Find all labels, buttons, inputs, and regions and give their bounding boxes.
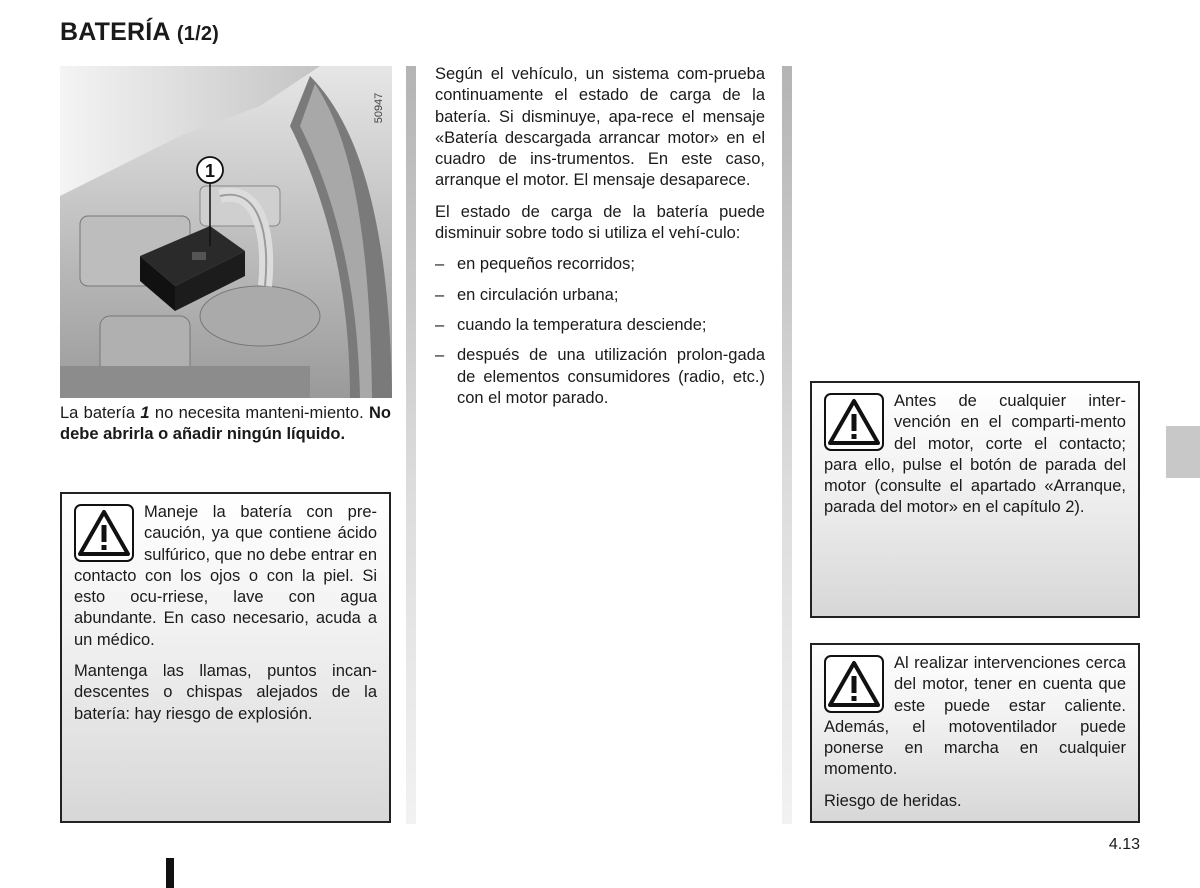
list-item: – en circulación urbana; — [435, 285, 619, 304]
warning-box-hot-engine — [810, 643, 1140, 823]
caption-ref-number: 1 — [140, 404, 150, 422]
list-item: – después de una utilización prolon-gada de elementos consumidores (radio, etc.) con el motor parado. — [435, 346, 765, 407]
list-item: – cuando la temperatura desciende; — [435, 315, 707, 334]
battery-caption: La batería 1 no necesita manteni-miento. No debe abrirla o añadir ningún líquido. — [60, 404, 391, 444]
warning-box-acid — [60, 492, 391, 823]
chapter-tab — [1166, 426, 1200, 478]
caption-bold: No debe abrirla o añadir ningún líquido. — [60, 404, 391, 444]
title-part: (1/2) — [176, 23, 220, 45]
conditions-list — [435, 254, 765, 409]
engine-bay-illustration — [60, 66, 392, 398]
column-divider — [782, 66, 792, 824]
warning-box-engine-stop — [810, 381, 1140, 618]
page-number: 4.13 — [1108, 836, 1140, 853]
callout-number: 1 — [204, 161, 216, 181]
engine-bay-photo — [60, 66, 392, 398]
warning-triangle-icon — [74, 504, 134, 562]
page-title — [60, 18, 219, 47]
title-text: BATERÍA — [60, 18, 170, 46]
figure-code: 50947 — [373, 92, 385, 124]
list-item: – en pequeños recorridos; — [435, 255, 635, 274]
battery-status-column — [435, 64, 765, 418]
warning-acid-text: Maneje la batería con pre-caución, ya que contiene ácido sulfúrico, que no debe entrar en contacto con los ojos o con la piel. Si esto ocu-rriese, lave con agua abundante. En caso necesario, acuda a un médico. — [74, 503, 377, 649]
warning-injury-text: Riesgo de heridas. — [824, 791, 962, 810]
warning-hot-engine-text: Al realizar intervenciones cerca del motor, tener en cuenta que este puede estar caliente. Además, el motoventilador puede ponerse en marcha en cualquier momento. — [824, 654, 1126, 779]
warning-triangle-icon — [824, 393, 884, 451]
charge-decrease-text: El estado de carga de la batería puede disminuir sobre todo si utiliza el vehí-culo: — [435, 202, 765, 243]
warning-triangle-icon — [824, 655, 884, 713]
warning-flames-text: Mantenga las llamas, puntos incan-descentes o chispas alejados de la batería: hay riesgo de explosión. — [74, 662, 377, 723]
warning-engine-stop-text: Antes de cualquier inter-vención en el comparti-mento del motor, corte el contacto; para ello, pulse el botón de parada del motor (consulte el apartado «Arranque, parada del motor» en el capítulo 2). — [824, 392, 1126, 517]
column-divider — [406, 66, 416, 824]
charge-monitor-text: Según el vehículo, un sistema com-prueba continuamente el estado de carga de la batería. Si disminuye, apa-rece el mensaje «Batería descargada arrancar motor» en el cuadro de ins-trumentos. En este caso, arranque el motor. El mensaje desaparece. — [435, 65, 765, 190]
crop-mark — [166, 858, 174, 888]
